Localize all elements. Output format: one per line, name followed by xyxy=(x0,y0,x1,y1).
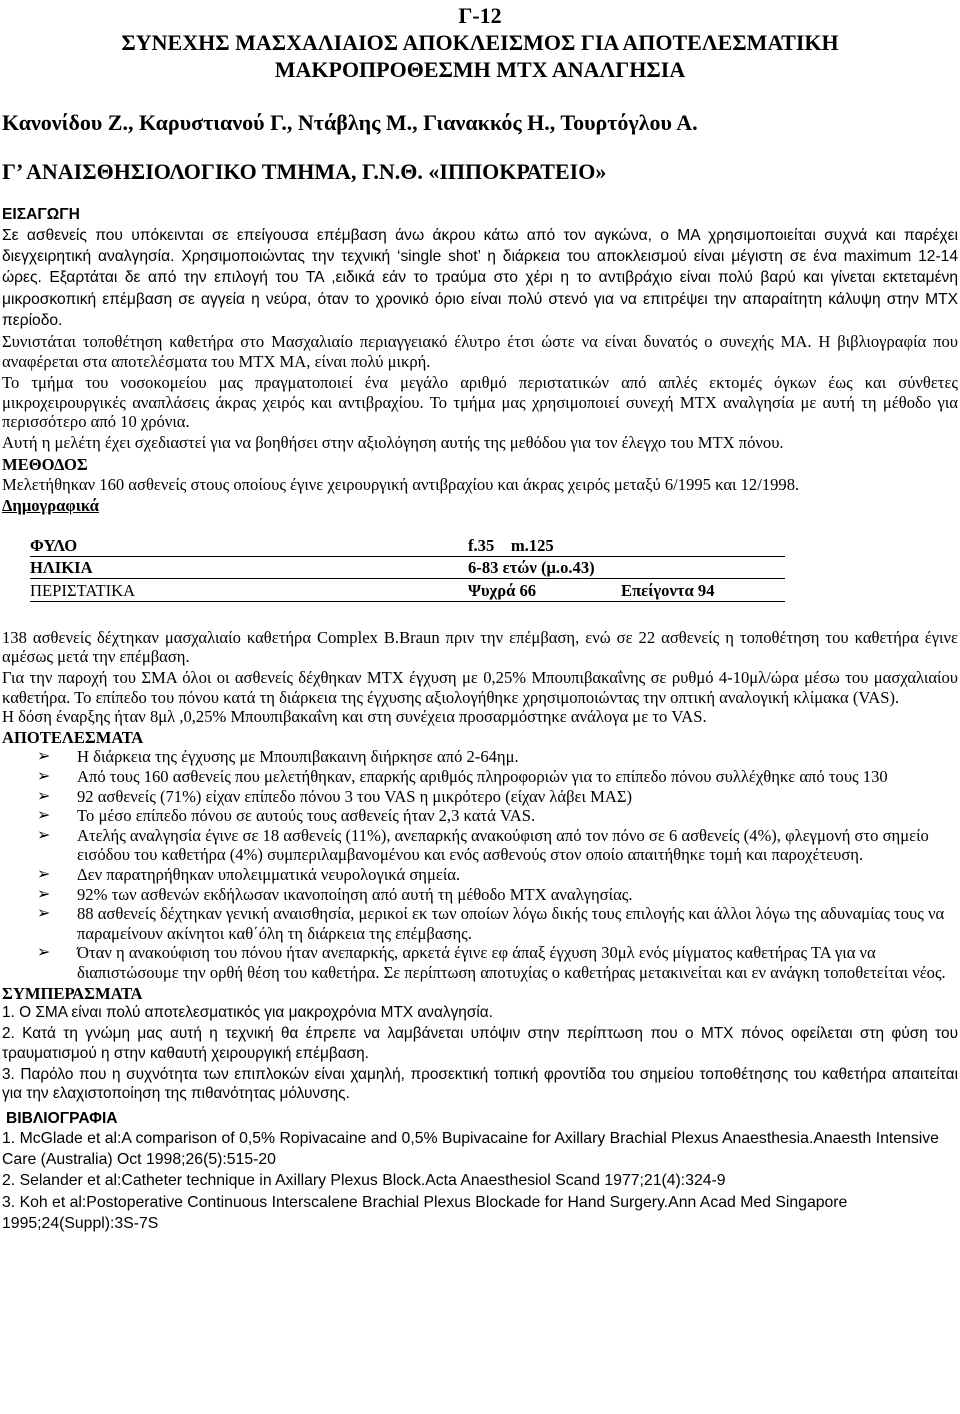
demographics-label: ΠΕΡΙΣΤΑΤΙΚΑ xyxy=(30,579,468,602)
arrow-bullet-icon: ➢ xyxy=(37,826,51,844)
list-item: ➢ 92% των ασθενών εκδήλωσαν ικανοποίηση από αυτή τη μέθοδο ΜΤΧ αναλγησίας. xyxy=(37,884,633,904)
reference-item: 3. Koh et al:Postoperative Continuous Interscalene Brachial Plexus Blockade for Hand Surgery.Ann Acad Med Singapore 1995;24(Suppl):3S-7S xyxy=(2,1193,848,1232)
demographics-extra: Επείγοντα 94 xyxy=(621,579,785,602)
results-list xyxy=(0,747,960,982)
demographics-value: f.35 m.125 xyxy=(468,534,621,556)
intro-paragraph-2: Συνιστάται τοποθέτηση καθετήρα στο Μασχαλιαίο περιαγγειακό έλυτρο έτσι ώστε να είναι δυνατός ο συνεχής ΜΑ. Η βιβλιογραφία που αναφέρεται στα αποτελέσματα του ΜΤΧ ΜΑ, είναι πολύ μικρή. xyxy=(2,332,958,371)
bibliography-heading: ΒΙΒΛΙΟΓΡΑΦΙΑ xyxy=(6,1110,118,1128)
conclusion-item: 3. Παρόλο που η συχνότητα των επιπλοκών είναι χαμηλή, προσεκτική τοπική φροντίδα του σημείου τοποθέτησης του καθετήρα απαιτείται για την ελαχιστοποίηση της πιθανότητας μόλυνσης. xyxy=(2,1065,958,1103)
reference-item: 2. Selander et al:Catheter technique in Axillary Plexus Block.Acta Anaesthesiol Scand 1977;21(4):324-9 xyxy=(2,1172,726,1190)
table-row xyxy=(30,556,785,579)
table-row xyxy=(30,534,785,556)
conclusion-item: 1. Ο ΣΜΑ είναι πολύ αποτελεσματικός για μακροχρόνια ΜΤΧ αναλγησία. xyxy=(2,1004,493,1022)
authors: Κανονίδου Ζ., Καρυστιανού Γ., Ντάβλης Μ., Γιανακκός Η., Τουρτόγλου Α. xyxy=(2,110,698,135)
conclusions-heading: ΣΥΜΠΕΡΑΣΜΑΤΑ xyxy=(2,983,143,1003)
method-after-paragraph-1: 138 ασθενείς δέχτηκαν μασχαλιαίο καθετήρα Complex B.Braun πριν την επέμβαση, ενώ σε 22 ασθενείς η τοποθέτηση του καθετήρα έγινε αμέσως μετά την επέμβαση. xyxy=(2,627,958,667)
method-after-paragraph-2: Για την παροχή του ΣΜΑ όλοι οι ασθενείς δέχθηκαν ΜΤΧ έγχυση με 0,25% Μπουπιβακαΐνης σε ρυθμό 4-10μλ/ώρα μέσω του μασχαλιαίου καθετήρα. Το επίπεδο του πόνου κατά τη διάρκεια της έγχυσης αξιολογήθηκε χρησιμοποιώντας την οπτική αναλογική κλίμακα (VAS). xyxy=(2,668,958,707)
department: Γ’ ΑΝΑΙΣΘΗΣΙΟΛΟΓΙΚΟ ΤΜΗΜΑ, Γ.Ν.Θ. «ΙΠΠΟΚΡΑΤΕΙΟ» xyxy=(2,159,607,184)
results-heading: ΑΠΟΤΕΛΕΣΜΑΤΑ xyxy=(2,727,144,747)
list-item: ➢ 88 ασθενείς δέχτηκαν γενική αναισθησία, μερικοί εκ των οποίων λόγω δικής τους επιλογής και άλλοι λόγω της αδυναμίας τους να παραμείνουν ακίνητοι καθ΄όλη τη διάρκεια της επέμβασης. xyxy=(37,904,945,943)
demographics-label: ΦΥΛΟ xyxy=(30,534,468,556)
intro-paragraph-3: Το τμήμα του νοσοκομείου μας πραγματοποιεί ένα μεγάλο αριθμό περιστατικών από απλές εκτομές όγκων έως και σύνθετες μικροχειρουργικές αναπλάσεις άκρας χειρός και αντιβραχίου. Το τμήμα μας χρησιμοποιεί συνεχή ΜΤΧ αναλγησία με αυτή τη μέθοδο για περισσότερο από 10 χρόνια. xyxy=(2,373,958,432)
document-title-line-2: ΜΑΚΡΟΠΡΟΘΕΣΜΗ ΜΤΧ ΑΝΑΛΓΗΣΙΑ xyxy=(274,57,686,82)
arrow-bullet-icon: ➢ xyxy=(37,807,51,825)
table-row xyxy=(30,579,785,602)
list-item: ➢ Όταν η ανακούφιση του πόνου ήταν ανεπαρκής, αρκετά έγινε εφ άπαξ έγχυση 30μλ ενός μίγματος καθετήρας ΤΑ για να διαπιστώσουμε την ορθή θέση του καθετήρα. Σε περίπτωση αποτυχίας ο καθετήρας μετακινείται και εν ανάγκη τοποθετείται νέος. xyxy=(37,943,946,982)
demographics-value: Ψυχρά 66 xyxy=(468,579,621,602)
demographics-extra xyxy=(621,534,785,556)
method-after-paragraph-3: Η δόση έναρξης ήταν 8μλ ,0,25% Μπουπιβακαΐνη και στη συνέχεια προσαρμόστηκε ανάλογα με το VAS. xyxy=(2,707,707,727)
arrow-bullet-icon: ➢ xyxy=(37,748,51,766)
list-item: ➢ Από τους 160 ασθενείς που μελετήθηκαν, επαρκής αριθμός πληροφοριών για το επίπεδο πόνου συλλέχθηκε από τους 130 xyxy=(37,767,888,787)
arrow-bullet-icon: ➢ xyxy=(37,768,51,786)
arrow-bullet-icon: ➢ xyxy=(37,885,51,903)
document-title-line-1: ΣΥΝΕΧΗΣ ΜΑΣΧΑΛΙΑΙΟΣ ΑΠΟΚΛΕΙΣΜΟΣ ΓΙΑ ΑΠΟΤΕΛΕΣΜΑΤΙΚΗ xyxy=(121,30,839,55)
intro-paragraph: Σε ασθενείς που υπόκεινται σε επείγουσα επέμβαση άνω άκρου κάτω από τον αγκώνα, ο ΜΑ χρησιμοποιείται συχνά και παρέχει διεγχειρητική αναλγησία. Χρησιμοποιώντας την τεχνική ‘single shot’ η διάρκεια του αποκλεισμού είναι μέγιστη σε ένα maximum 12-14 ώρες. Εξαρτάται δε από την επιλογή του ΤΑ ,ειδικά εάν το τραύμα στο χέρι η το αντιβράχιο είναι πολύ βαρύ και γίνεται εκτεταμένη μικροσκοπική επέμβαση σε αγγεία η νεύρα, όταν το χρονικό όριο είναι πολύ στενό για να επιτρέψει την απαραίτητη κάλυψη στην ΜΤΧ περίοδο. xyxy=(2,227,958,329)
demographics-label: ΗΛΙΚΙΑ xyxy=(30,556,468,579)
arrow-bullet-icon: ➢ xyxy=(37,944,51,962)
list-item: ➢ Το μέσο επίπεδο πόνου σε αυτούς τους ασθενείς ήταν 2,3 κατά VAS. xyxy=(37,806,536,826)
list-item: ➢ Ατελής αναλγησία έγινε σε 18 ασθενείς (11%), ανεπαρκής ανακούφιση από τον πόνο σε 6 ασθενείς (4%), φλεγμονή στο σημείο εισόδου του καθετήρα (4%) συμπεριλαμβανομένου και ενός ασθενούς στον οποίο απαιτήθηκε τομή και παροχέτευση. xyxy=(37,825,929,865)
demographics-heading: Δημογραφικά xyxy=(2,495,99,515)
intro-paragraph-4: Αυτή η μελέτη έχει σχεδιαστεί για να βοηθήσει στην αξιολόγηση αυτής της μεθόδου για τον έλεγχο του ΜΤΧ πόνου. xyxy=(2,432,784,452)
method-heading: ΜΕΘΟΔΟΣ xyxy=(2,454,88,474)
list-item: ➢ Η διάρκεια της έγχυσης με Μπουπιβακαινη διήρκησε από 2-64ημ. xyxy=(37,747,519,767)
demographics-extra xyxy=(621,556,785,579)
list-item: ➢ Δεν παρατηρήθηκαν υπολειμματικά νευρολογικά σημεία. xyxy=(37,864,461,884)
arrow-bullet-icon: ➢ xyxy=(37,787,51,805)
list-item: ➢ 92 ασθενείς (71%) είχαν επίπεδο πόνου 3 του VAS η μικρότερο (είχαν λάβει ΜΑΣ) xyxy=(37,786,633,806)
document-code: Γ-12 xyxy=(458,3,502,28)
demographics-value: 6-83 ετών (μ.ο.43) xyxy=(468,556,621,579)
arrow-bullet-icon: ➢ xyxy=(37,865,51,883)
arrow-bullet-icon: ➢ xyxy=(37,905,51,923)
intro-heading: ΕΙΣΑΓΩΓΗ xyxy=(2,206,80,223)
method-paragraph: Μελετήθηκαν 160 ασθενείς στους οποίους έγινε χειρουργική αντιβραχίου και άκρας χειρός μεταξύ 6/1995 και 12/1998. xyxy=(2,475,800,495)
conclusion-item: 2. Κατά τη γνώμη μας αυτή η τεχνική θα έπρεπε να λαμβάνεται υπόψιν στην περίπτωση που ο ΜΤΧ πόνος οφείλεται στη φύση του τραυματισμού η στην καθαυτή χειρουργική επέμβαση. xyxy=(2,1024,958,1062)
reference-item: 1. McGlade et al:A comparison of 0,5% Ropivacaine and 0,5% Bupivacaine for Axillary Brachial Plexus Anaesthesia.Anaesth Intensive Care (Australia) Oct 1998;26(5):515-20 xyxy=(2,1130,939,1168)
demographics-table xyxy=(30,534,785,602)
